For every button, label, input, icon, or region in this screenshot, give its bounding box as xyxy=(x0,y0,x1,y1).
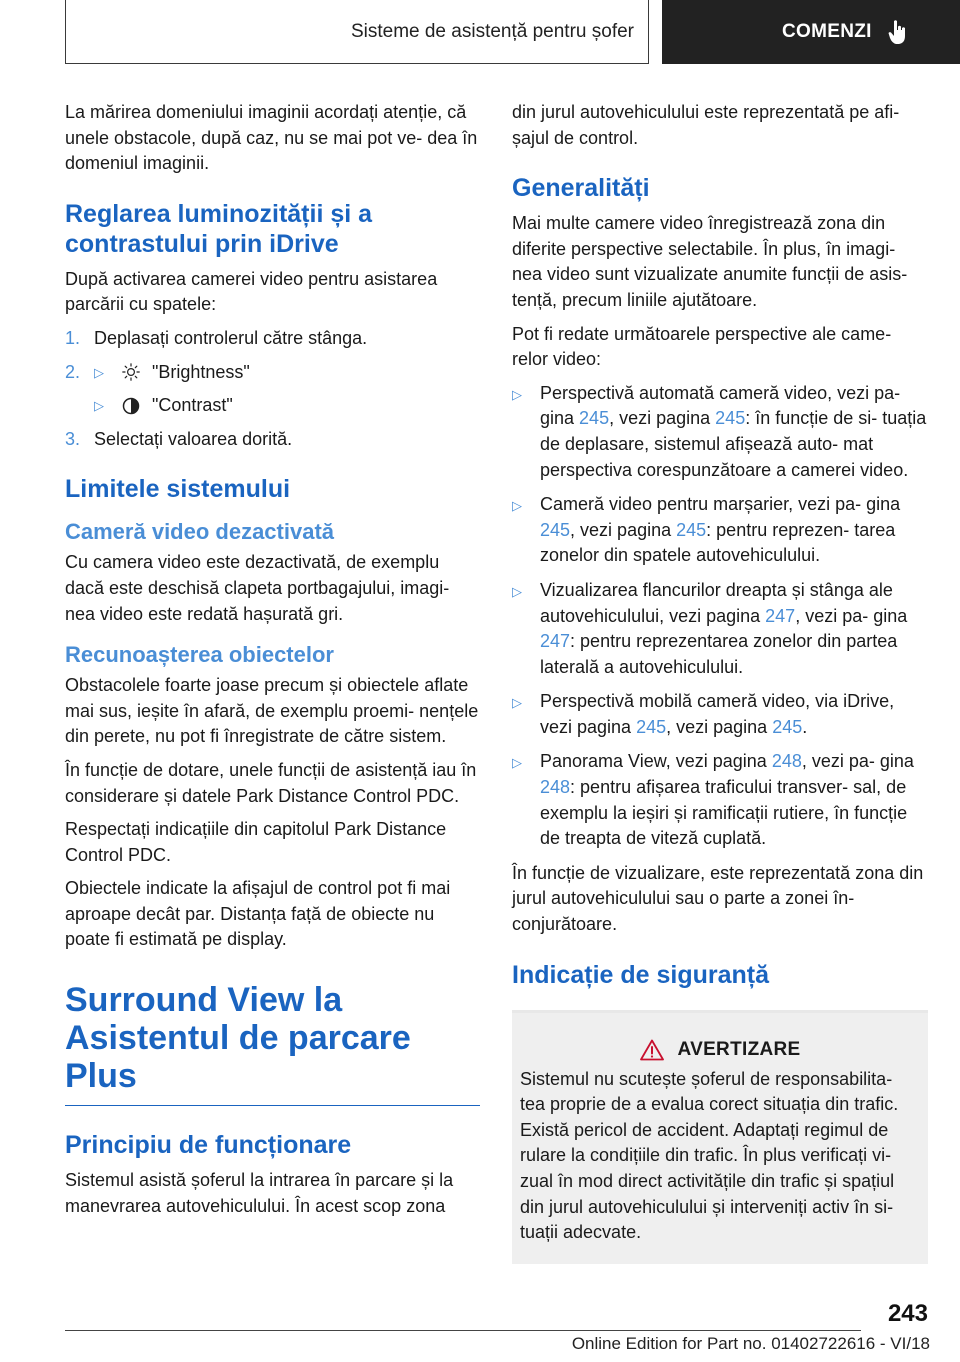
hand-pointer-icon xyxy=(888,19,908,45)
warning-title-row xyxy=(520,1039,920,1061)
continued-paragraph: din jurul autovehiculului este reprezentată pe afi- șajul de control. xyxy=(512,102,900,148)
general-paragraph-2: Pot fi redate următoarele perspective ale came- relor video: xyxy=(512,323,892,370)
heading-object-detection: Recunoașterea obiectelor xyxy=(65,642,334,668)
page-number: 243 xyxy=(887,1300,928,1327)
brightness-intro: După activarea camerei video pentru asistarea parcării cu spatele: xyxy=(65,268,438,315)
steps-list xyxy=(65,326,480,452)
heading-brightness-contrast: Reglarea luminozității și a contrastului prin iDrive xyxy=(65,199,373,258)
contrast-icon xyxy=(122,397,152,415)
option-label: "Brightness" xyxy=(152,361,250,382)
objects-paragraph-1: Obstacolele foarte joase precum și obiectele aflate mai sus, ieșite în afară, de exemplu proemi- nențele din perete, nu pot fi înregistrate de către sistem. xyxy=(65,675,479,747)
heading-operating-principle: Principiu de funcționare xyxy=(65,1131,352,1160)
step-3 xyxy=(65,427,480,453)
step-2-options xyxy=(94,360,250,419)
warning-text: Sistemul nu scutește șoferul de responsabilita- tea proprie de a evalua corect situația din trafic. Există pericol de accident. Adaptați regimul de rulare la condițiile din trafic. În plus verificați vi- zual în mod direct activitățile din trafic și spațiul din jurul autovehiculului și interveniți activ în si- tuații adecvate. xyxy=(520,1068,899,1243)
objects-paragraph-4: Obiectele indicate la afișajul de control pot fi mai aproape decât par. Distanța față de obiecte nu poate fi estimată pe display. xyxy=(65,878,451,950)
section-title: Sisteme de asistență pentru șofer xyxy=(350,20,634,42)
page-link[interactable]: 245 xyxy=(636,716,667,737)
option-contrast xyxy=(94,393,250,419)
general-paragraph-1: Mai multe camere video înregistrează zona din diferite perspective selectabile. În plus, în imagi- nea video sunt vizualizate anumite funcții de asis- tență, precum liniile ajutătoare. xyxy=(512,213,908,310)
heading-camera-disabled: Cameră video dezactivată xyxy=(65,519,335,545)
intro-paragraph: La mărirea domeniului imaginii acordați atenție, că unele obstacole, după caz, nu se mai pot ve- dea în domeniul imaginii. xyxy=(65,102,478,174)
list-item: ▷ Cameră video pentru marșarier, vezi pa- gina 245, vezi pagina 245: pentru reprezen- tarea zonelor din spatele autovehiculului. xyxy=(512,492,928,569)
page-link[interactable]: 247 xyxy=(540,631,571,652)
header-chapter-box xyxy=(662,0,960,64)
right-column xyxy=(512,100,928,1264)
list-item: ▷ Perspectivă automată cameră video, vezi pa- gina 245, vezi pagina 245: în funcție de si- tuația de deplasare, sistemul afișează auto- mat perspectiva corespunzătoare a camerei video. xyxy=(512,381,928,483)
list-item: ▷ Perspectivă mobilă cameră video, via iDrive, vezi pagina 245, vezi pagina 245. xyxy=(512,689,928,740)
after-list-paragraph: În funcție de vizualizare, este reprezentată zona din jurul autovehiculului sau o parte a zonei în- conjurătoare. xyxy=(512,862,924,935)
list-triangle-icon: ▷ xyxy=(512,583,522,599)
objects-paragraph-3: Respectați indicațiile din capitolul Park Distance Control PDC. xyxy=(65,819,447,865)
page-link[interactable]: 247 xyxy=(765,605,796,626)
page-link[interactable]: 245 xyxy=(540,519,571,540)
page-link[interactable]: 245 xyxy=(676,519,707,540)
list-triangle-icon: ▷ xyxy=(512,498,522,514)
camera-disabled-text: Cu camera video este dezactivată, de exemplu dacă este deschisă clapeta portbagajului, imagi- nea video este redată hașurată gri. xyxy=(65,552,450,624)
list-item: ▷ Vizualizarea flancurilor dreapta și stânga ale autovehiculului, vezi pagina 247, vezi pa- gina 247: pentru reprezentarea zonelor din partea laterală a autovehiculului. xyxy=(512,578,928,680)
objects-paragraph-2: În funcție de dotare, unele funcții de asistență iau în considerare și datele Park Distance Control PDC. xyxy=(65,759,477,806)
list-triangle-icon: ▷ xyxy=(512,755,522,771)
footer-divider xyxy=(65,1330,861,1331)
brightness-icon xyxy=(122,363,152,381)
list-triangle-icon: ▷ xyxy=(512,695,522,711)
chapter-label: COMENZI xyxy=(782,21,872,42)
list-triangle-icon: ▷ xyxy=(94,364,104,380)
page-link[interactable]: 245 xyxy=(772,716,803,737)
footer-edition: Online Edition for Part no. 01402722616 - VI/18 xyxy=(571,1334,930,1353)
step-1 xyxy=(65,326,480,352)
option-label: "Contrast" xyxy=(152,395,233,416)
step-text: Selectați valoarea dorită. xyxy=(94,428,293,449)
page-link[interactable]: 245 xyxy=(715,408,746,429)
warning-triangle-icon xyxy=(640,1039,664,1061)
option-brightness xyxy=(94,360,250,386)
heading-surround-view: Surround View la Asistentul de parcare Plus xyxy=(65,981,480,1106)
header-section-box xyxy=(65,0,649,64)
page-link[interactable]: 248 xyxy=(540,777,571,798)
heading-general: Generalități xyxy=(512,174,650,203)
step-2 xyxy=(65,360,480,419)
perspectives-list xyxy=(512,381,928,852)
warning-box xyxy=(512,1010,928,1264)
list-item: ▷ Panorama View, vezi pagina 248, vezi pa- gina 248: pentru afișarea traficului transver- sal, de exemplu la ieșiri și ramificații rutiere, în funcție de treapta de viteză cuplată. xyxy=(512,749,928,851)
list-triangle-icon: ▷ xyxy=(512,386,522,402)
page-link[interactable]: 245 xyxy=(579,408,610,429)
heading-safety-note: Indicație de siguranță xyxy=(512,960,770,989)
page-link[interactable]: 248 xyxy=(771,751,802,772)
step-number: 1. xyxy=(65,327,81,348)
principle-text: Sistemul asistă șoferul la intrarea în parcare și la manevrarea autovehiculului. În acest scop zona xyxy=(65,1170,454,1216)
warning-title: AVERTIZARE xyxy=(677,1038,801,1060)
step-text: Deplasați controlerul către stânga. xyxy=(94,327,368,348)
heading-system-limits: Limitele sistemului xyxy=(65,475,291,504)
left-column xyxy=(65,100,480,1227)
step-number: 3. xyxy=(65,428,81,449)
step-number: 2. xyxy=(65,361,81,382)
list-triangle-icon: ▷ xyxy=(94,398,104,414)
